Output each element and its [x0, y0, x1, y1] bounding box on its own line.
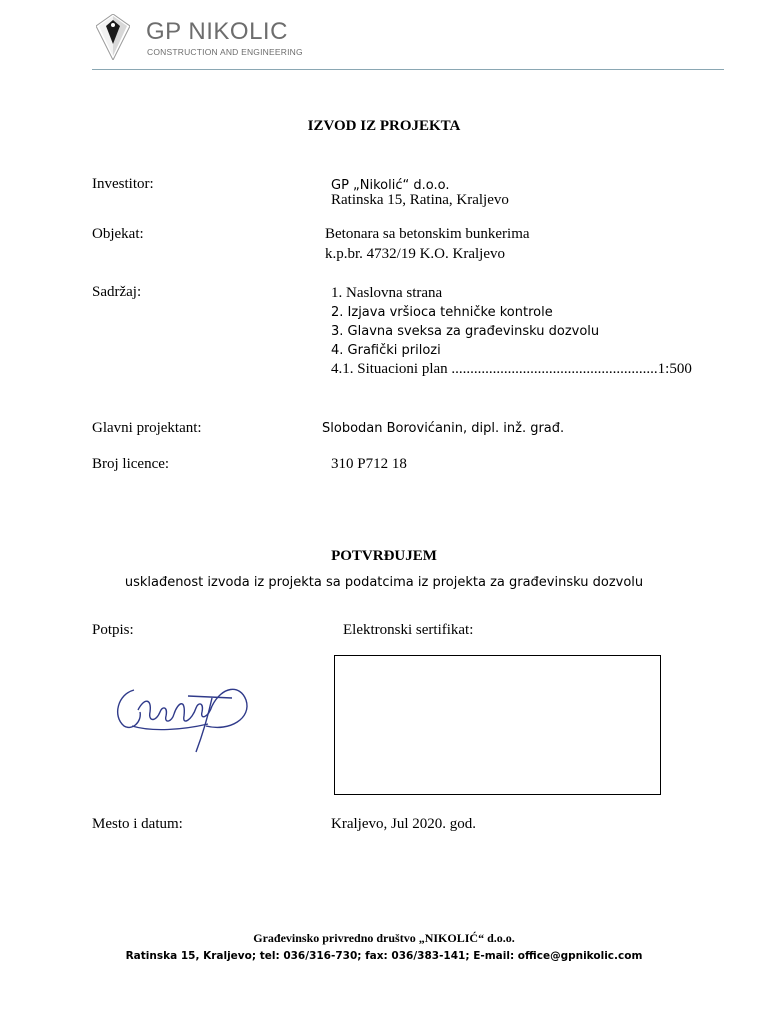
license-label: Broj licence: — [92, 456, 170, 472]
company-name: GP NIKOLIC — [146, 18, 288, 45]
contents-item: 2. Izjava vršioca tehničke kontrole — [331, 305, 553, 320]
investor-name: GP „Nikolić“ d.o.o. — [331, 178, 450, 193]
electronic-certificate-box — [334, 655, 661, 795]
license-value: 310 P712 18 — [331, 456, 407, 472]
document-title: IZVOD IZ PROJEKTA — [307, 118, 461, 134]
object-line2: k.p.br. 4732/19 K.O. Kraljevo — [325, 246, 505, 262]
contents-label: Sadržaj: — [92, 284, 142, 300]
chief-designer-label: Glavni projektant: — [92, 420, 202, 436]
object-line1: Betonara sa betonskim bunkerima — [325, 226, 530, 242]
contents-item: 3. Glavna sveksa za građevinsku dozvolu — [331, 324, 600, 339]
contents-item: 4.1. Situacioni plan .......................................................1:500 — [331, 361, 692, 377]
footer-company: Građevinsko privredno društvo „NIKOLIĆ“ d.o.o. — [253, 931, 515, 945]
handwritten-signature — [112, 676, 256, 758]
place-date-value: Kraljevo, Jul 2020. god. — [331, 816, 476, 832]
chief-designer-value: Slobodan Borovićanin, dipl. inž. građ. — [322, 421, 565, 436]
company-tagline: CONSTRUCTION AND ENGINEERING — [147, 47, 303, 57]
signature-label: Potpis: — [92, 622, 134, 638]
object-label: Objekat: — [92, 226, 144, 242]
company-logo — [96, 14, 326, 64]
place-date-label: Mesto i datum: — [92, 816, 183, 832]
footer-contact: Ratinska 15, Kraljevo; tel: 036/316-730; fax: 036/383-141; E-mail: office@gpnikolic.com — [125, 950, 643, 962]
confirm-title: POTVRĐUJEM — [331, 548, 437, 564]
diamond-logo-icon — [96, 14, 130, 60]
confirm-text: usklađenost izvoda iz projekta sa podatcima iz projekta za građevinsku dozvolu — [124, 575, 644, 590]
cert-label: Elektronski sertifikat: — [343, 622, 474, 638]
investor-address: Ratinska 15, Ratina, Kraljevo — [331, 192, 509, 208]
contents-item: 1. Naslovna strana — [331, 285, 443, 301]
contents-item: 4. Grafički prilozi — [331, 343, 441, 358]
investor-label: Investitor: — [92, 176, 154, 192]
header-divider — [92, 69, 724, 70]
